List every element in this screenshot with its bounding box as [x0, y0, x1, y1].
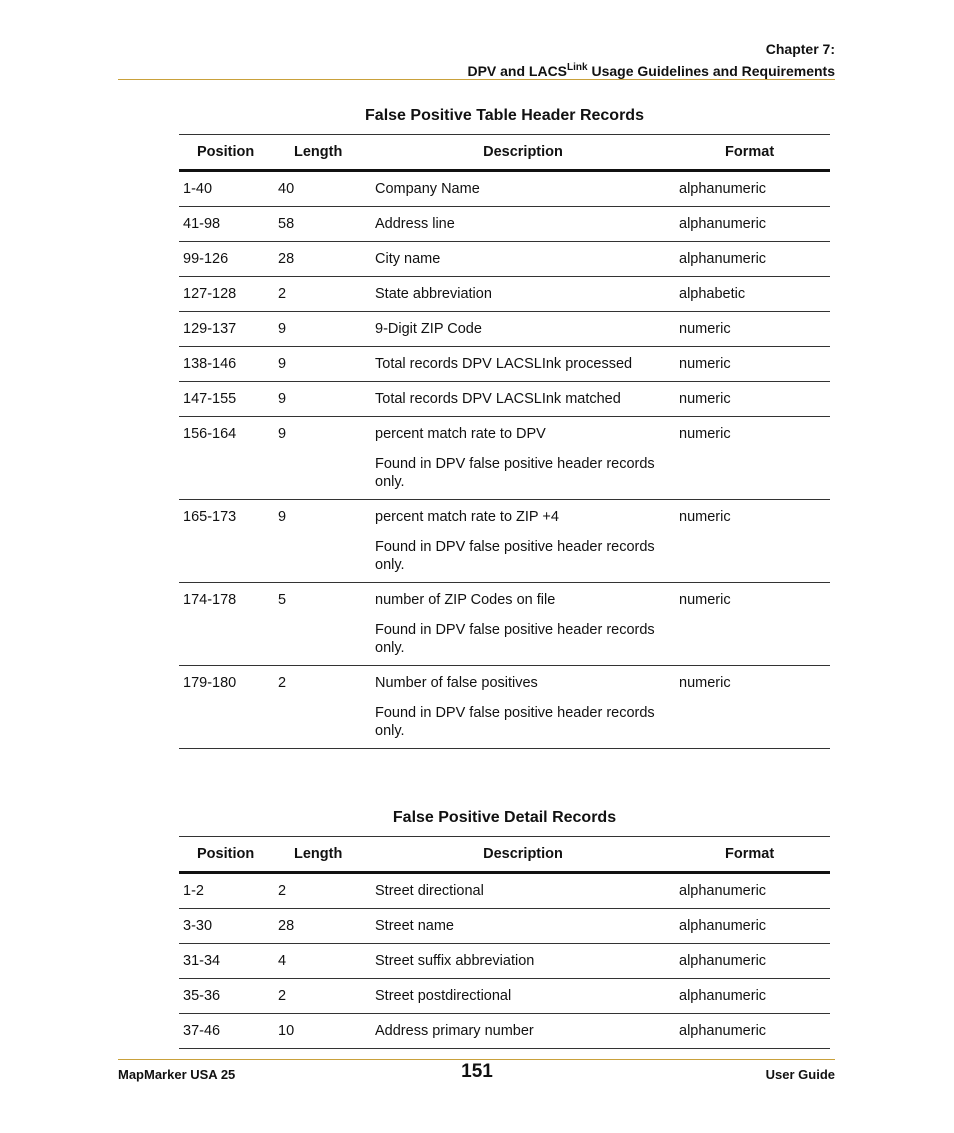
chapter-title [118, 62, 835, 80]
cell-length: 4 [274, 944, 371, 979]
cell-format: alphanumeric [675, 1014, 830, 1049]
description-text: Street name [375, 918, 454, 934]
cell-position: 138-146 [179, 347, 274, 382]
cell-description [371, 500, 675, 583]
cell-format: alphanumeric [675, 873, 830, 909]
table-header-row [179, 837, 830, 873]
description-note: Found in DPV false positive header records only. [375, 622, 655, 656]
table-row [179, 979, 830, 1014]
cell-description [371, 666, 675, 749]
cell-length: 58 [274, 207, 371, 242]
cell-position: 3-30 [179, 909, 274, 944]
col-format: Format [675, 837, 830, 873]
cell-description [371, 909, 675, 944]
cell-position: 165-173 [179, 500, 274, 583]
cell-description [371, 944, 675, 979]
table1-caption: False Positive Table Header Records [365, 107, 644, 124]
cell-length: 40 [274, 171, 371, 207]
cell-length: 9 [274, 500, 371, 583]
col-position: Position [179, 135, 274, 171]
cell-format: alphanumeric [675, 944, 830, 979]
cell-length: 2 [274, 277, 371, 312]
cell-position: 31-34 [179, 944, 274, 979]
col-description: Description [371, 135, 675, 171]
description-note: Found in DPV false positive header records only. [375, 705, 655, 739]
table-row [179, 207, 830, 242]
description-text: 9-Digit ZIP Code [375, 321, 482, 337]
cell-format: alphanumeric [675, 207, 830, 242]
cell-length: 28 [274, 909, 371, 944]
footer-product: MapMarker USA 25 [118, 1067, 236, 1082]
cell-length: 2 [274, 666, 371, 749]
footer-doc-type: User Guide [765, 1067, 835, 1082]
table-row [179, 312, 830, 347]
col-format: Format [675, 135, 830, 171]
description-text: Company Name [375, 181, 480, 197]
chapter-title-post: Usage Guidelines and Requirements [587, 63, 835, 79]
cell-length: 9 [274, 347, 371, 382]
table-row [179, 417, 830, 500]
chapter-title-pre: DPV and LACS [467, 63, 568, 79]
table-row [179, 583, 830, 666]
cell-format: numeric [675, 417, 830, 500]
chapter-title-sup: Link [567, 62, 588, 73]
cell-length: 2 [274, 873, 371, 909]
cell-format: numeric [675, 666, 830, 749]
cell-format: numeric [675, 500, 830, 583]
cell-format: numeric [675, 312, 830, 347]
cell-position: 99-126 [179, 242, 274, 277]
cell-length: 2 [274, 979, 371, 1014]
cell-format: numeric [675, 382, 830, 417]
cell-format: numeric [675, 347, 830, 382]
table-row [179, 382, 830, 417]
cell-format: alphanumeric [675, 242, 830, 277]
table-row [179, 242, 830, 277]
description-note: Found in DPV false positive header records only. [375, 456, 655, 490]
page-number: 151 [461, 1061, 493, 1082]
table-row [179, 909, 830, 944]
table-row [179, 277, 830, 312]
description-text: Address line [375, 216, 455, 232]
table-row [179, 171, 830, 207]
cell-position: 156-164 [179, 417, 274, 500]
table-header-row [179, 135, 830, 171]
cell-position: 147-155 [179, 382, 274, 417]
description-text: percent match rate to ZIP +4 [375, 509, 559, 525]
description-text: Street postdirectional [375, 988, 512, 1004]
cell-description [371, 277, 675, 312]
col-position: Position [179, 837, 274, 873]
header-records-table [179, 134, 830, 749]
cell-format: numeric [675, 583, 830, 666]
cell-length: 5 [274, 583, 371, 666]
table-row [179, 1014, 830, 1049]
cell-length: 9 [274, 312, 371, 347]
cell-position: 1-2 [179, 873, 274, 909]
cell-format: alphabetic [675, 277, 830, 312]
cell-description [371, 312, 675, 347]
cell-position: 1-40 [179, 171, 274, 207]
table2-caption: False Positive Detail Records [392, 809, 617, 826]
cell-description [371, 171, 675, 207]
description-text: State abbreviation [375, 286, 492, 302]
cell-description [371, 207, 675, 242]
description-text: Total records DPV LACSLInk matched [375, 391, 621, 407]
col-description: Description [371, 837, 675, 873]
cell-position: 127-128 [179, 277, 274, 312]
cell-position: 129-137 [179, 312, 274, 347]
cell-format: alphanumeric [675, 171, 830, 207]
description-text: Address primary number [375, 1023, 534, 1039]
detail-records-table [179, 836, 830, 1049]
cell-length: 28 [274, 242, 371, 277]
cell-description [371, 1014, 675, 1049]
description-text: Total records DPV LACSLInk processed [375, 356, 633, 372]
cell-description [371, 979, 675, 1014]
description-text: Number of false positives [375, 675, 538, 691]
cell-length: 9 [274, 382, 371, 417]
cell-position: 35-36 [179, 979, 274, 1014]
footer-rule [118, 1059, 835, 1060]
description-text: Street suffix abbreviation [375, 953, 535, 969]
cell-format: alphanumeric [675, 979, 830, 1014]
cell-description [371, 583, 675, 666]
table-row [179, 944, 830, 979]
col-length: Length [274, 837, 371, 873]
cell-position: 41-98 [179, 207, 274, 242]
table-row [179, 666, 830, 749]
running-header [118, 40, 835, 80]
header-rule [118, 79, 835, 80]
chapter-label: Chapter 7: [765, 41, 835, 57]
cell-description [371, 873, 675, 909]
description-note: Found in DPV false positive header records only. [375, 539, 655, 573]
cell-description [371, 417, 675, 500]
cell-position: 179-180 [179, 666, 274, 749]
cell-position: 37-46 [179, 1014, 274, 1049]
cell-description [371, 347, 675, 382]
description-text: percent match rate to DPV [375, 426, 546, 442]
cell-description [371, 382, 675, 417]
cell-description [371, 242, 675, 277]
table-row [179, 347, 830, 382]
cell-position: 174-178 [179, 583, 274, 666]
cell-length: 10 [274, 1014, 371, 1049]
cell-format: alphanumeric [675, 909, 830, 944]
description-text: City name [375, 251, 441, 267]
table-row [179, 500, 830, 583]
table-row [179, 873, 830, 909]
col-length: Length [274, 135, 371, 171]
description-text: number of ZIP Codes on file [375, 592, 556, 608]
cell-length: 9 [274, 417, 371, 500]
description-text: Street directional [375, 883, 484, 899]
